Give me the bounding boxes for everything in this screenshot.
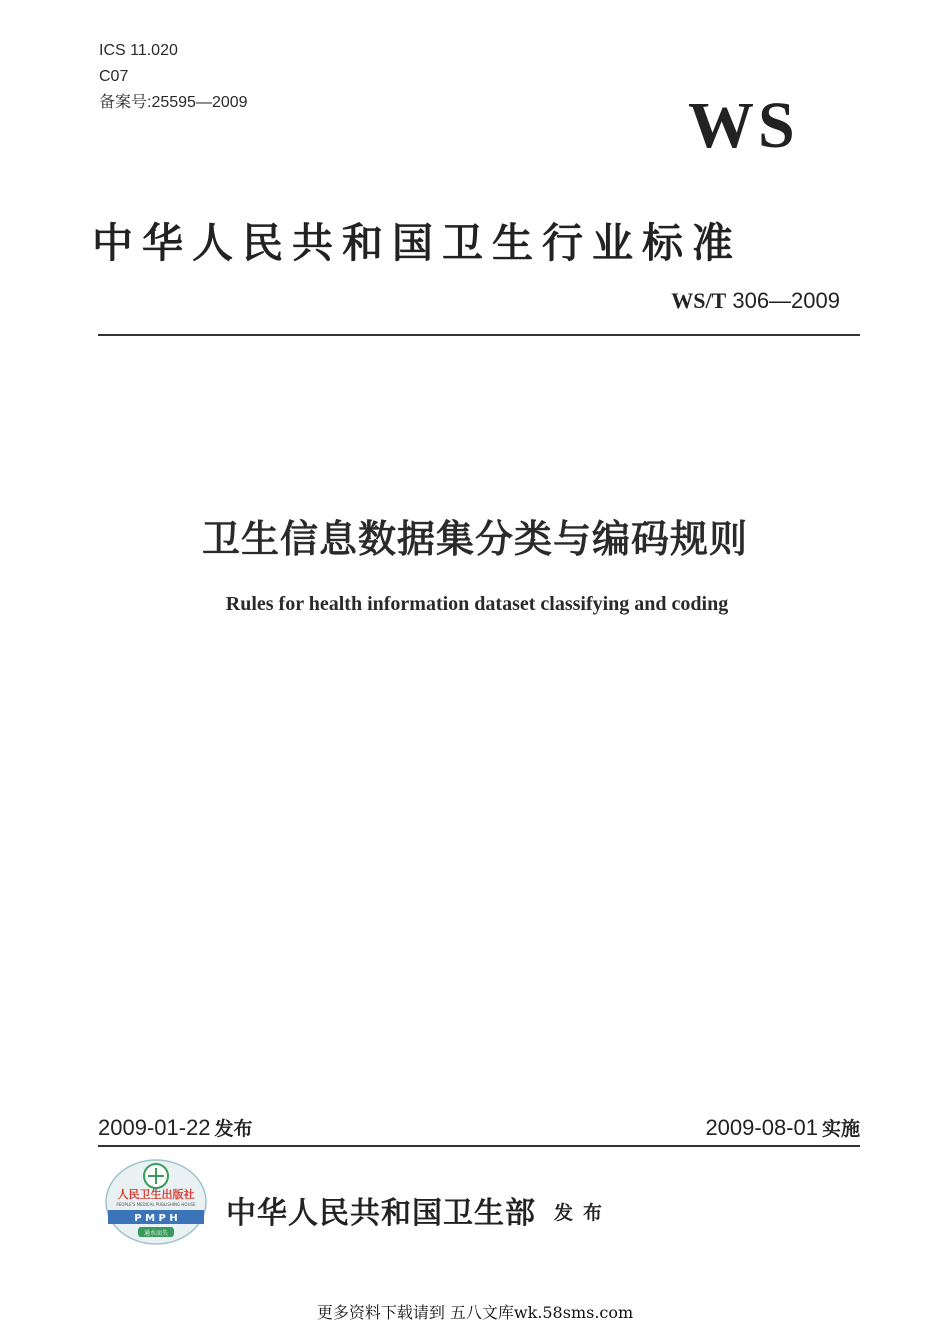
publisher-row	[226, 1188, 612, 1232]
logo-letters: P M P H	[134, 1213, 178, 1224]
ws-mark: WS	[688, 89, 799, 162]
standard-number	[671, 288, 840, 314]
logo-text-zh: 人民卫生出版社	[117, 1188, 195, 1201]
document-title-english: Rules for health information dataset classifying and coding	[225, 593, 729, 615]
filing-number: 备案号:25595—2009	[99, 94, 248, 111]
issue-date: 2009-01-22	[98, 1115, 211, 1140]
publisher-logo	[104, 1158, 208, 1246]
top-divider	[98, 334, 860, 336]
logo-text-en: PEOPLE'S MEDICAL PUBLISHING HOUSE	[116, 1202, 196, 1207]
date-row	[98, 1114, 860, 1144]
standard-title: 中华人民共和国卫生行业标准	[92, 219, 742, 267]
effective-label: 实施	[821, 1118, 860, 1140]
document-title-chinese: 卫生信息数据集分类与编码规则	[201, 517, 748, 561]
standard-number-value: 306—2009	[726, 288, 840, 313]
effective-date: 2009-08-01	[705, 1115, 818, 1140]
effective-date-group	[705, 1114, 860, 1141]
logo-badge: 通水而失	[143, 1230, 169, 1237]
issue-label: 发布	[214, 1118, 253, 1140]
footer-note: 更多资料下载请到 五八文库wk.58sms.com	[316, 1303, 634, 1322]
classification-block	[99, 38, 248, 116]
issue-date-group	[98, 1114, 253, 1141]
ics-code: ICS 11.020	[99, 42, 178, 59]
bottom-divider	[98, 1145, 860, 1147]
publisher-name: 中华人民共和国卫生部	[226, 1196, 536, 1231]
category-code: C07	[99, 68, 129, 85]
standard-number-prefix: WS/T	[671, 288, 727, 313]
publisher-action: 发布	[554, 1202, 613, 1224]
